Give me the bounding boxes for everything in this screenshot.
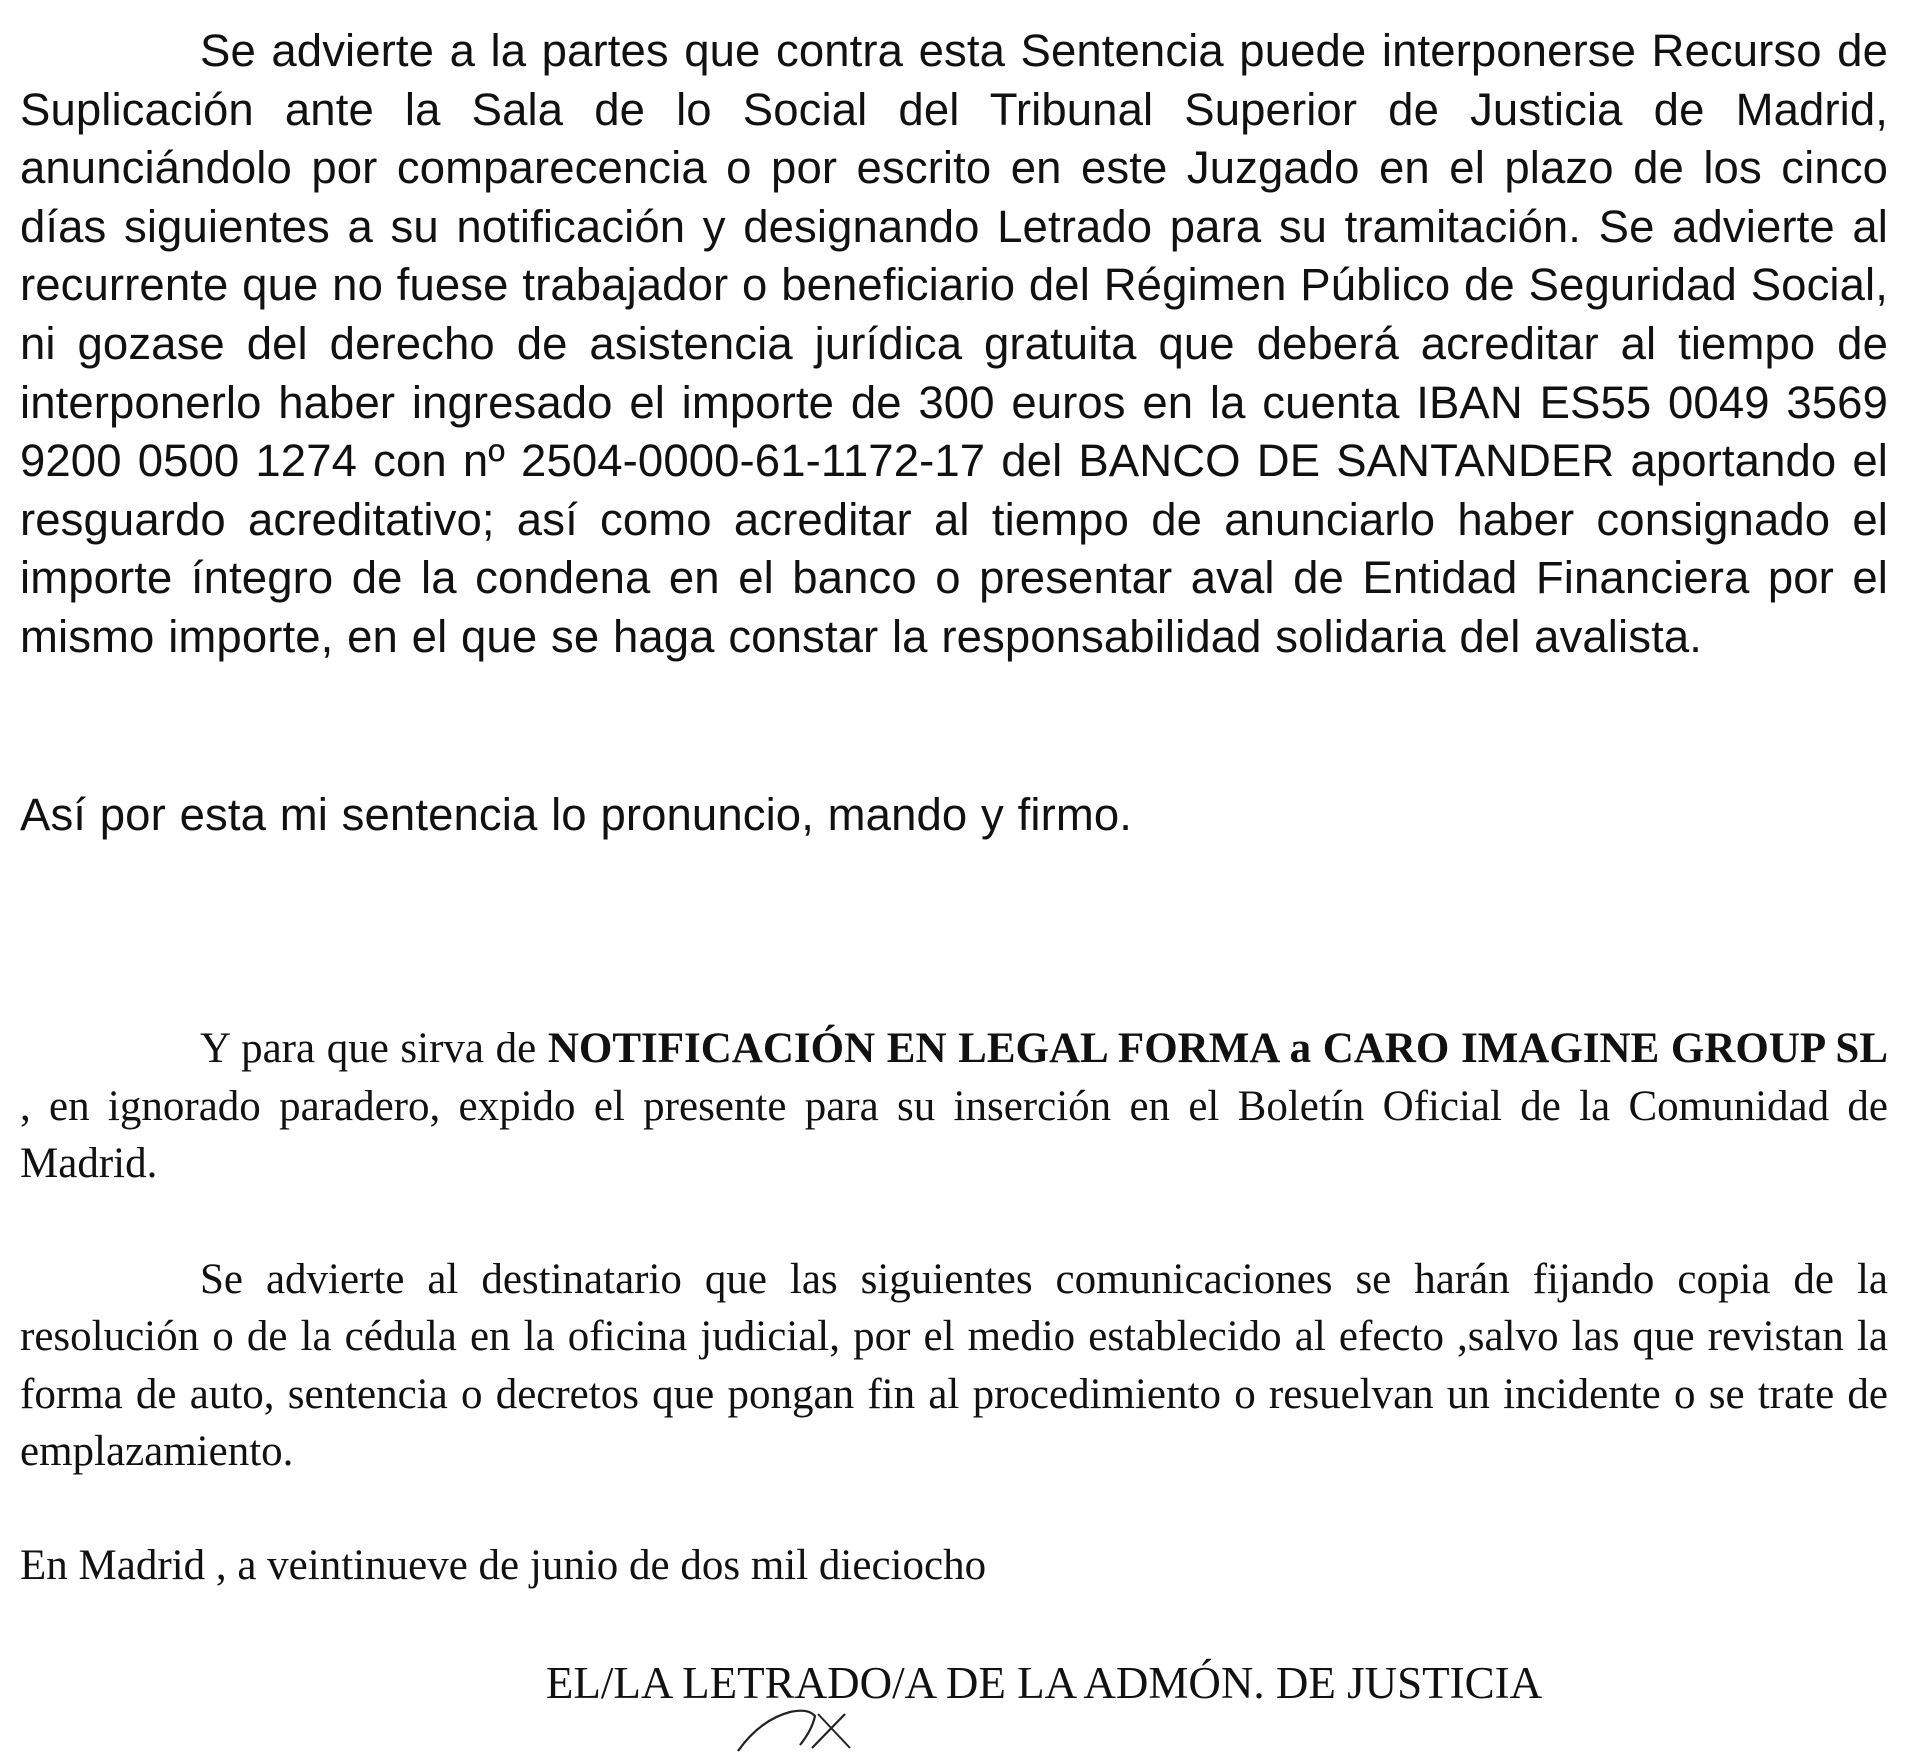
paragraph-advertencia-destinatario: Se advierte al destinatario que las siguientes comunicaciones se harán fijando copia de la resolución o de la cédula en la oficina judicial, por el medio establecido al efecto ,salvo las que revistan la forma de auto, sentencia o decretos que pongan fin al procedimiento o resuelvan un incidente o se trate de emplazamiento. — [20, 1255, 1888, 1476]
paragraph-recurso-suplicacion: Se advierte a la partes que contra esta Sentencia puede interponerse Recurso de Suplicación ante la Sala de lo Social del Tribunal Superior de Justicia de Madrid, anunciándolo por comparecencia o por escrito en este Juzgado en el plazo de los cinco días siguientes a su notificación y designando Letrado para su tramitación. Se advierte al recurrente que no fuese trabajador o beneficiario del Régimen Público de Seguridad Social, ni gozase del derecho de asistencia jurídica gratuita que deberá acreditar al tiempo de interponerlo haber ingresado el importe de 300 euros en la cuenta IBAN ES55 0049 3569 9200 0500 1274 con nº 2504-0000-61-1172-17 del BANCO DE SANTANDER aportando el resguardo acreditativo; así como acreditar al tiempo de anunciarlo haber consignado el importe íntegro de la condena en el banco o presentar aval de Entidad Financiera por el mismo importe, en el que se haga constar la responsabilidad solidaria del avalista. — [20, 25, 1888, 662]
notificacion-legal-forma: NOTIFICACIÓN EN LEGAL FORMA — [547, 1025, 1278, 1073]
notificacion-lead: Y para que sirva de — [200, 1025, 548, 1073]
notificacion-company-name: CARO IMAGINE GROUP SL — [1322, 1025, 1888, 1073]
signature-title — [20, 1654, 1888, 1712]
notificacion-rest: , en ignorado paradero, expido el presente para su inserción en el Boletín Oficial de la Comunidad de Madrid. — [20, 1082, 1888, 1188]
paragraph-pronunciamiento: Así por esta mi sentencia lo pronuncio, mando y firmo. — [20, 788, 1132, 840]
paragraph-lugar-fecha: En Madrid , a veintinueve de junio de dos mil dieciocho — [20, 1541, 987, 1589]
paragraph-notificacion — [20, 1020, 1888, 1193]
notificacion-connector: a — [1277, 1025, 1323, 1073]
signature-title-text: EL/LA LETRADO/A DE LA ADMÓN. DE JUSTICIA — [545, 1658, 1543, 1709]
